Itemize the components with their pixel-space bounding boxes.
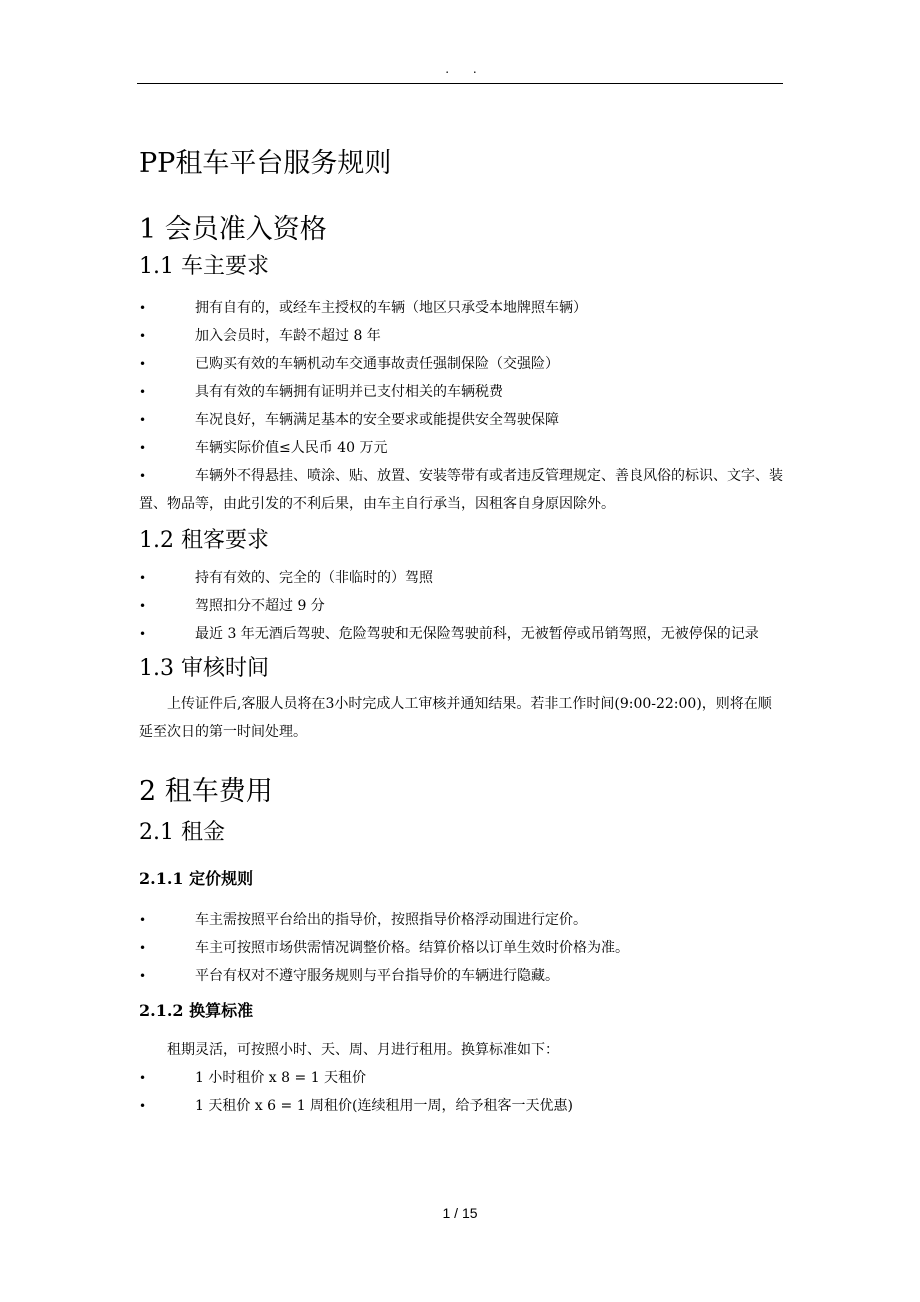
renter-requirements-list bbox=[139, 564, 783, 648]
list-item: • 加入会员时，车龄不超过 8 年 bbox=[139, 322, 783, 350]
list-item: • 具有有效的车辆拥有证明并已支付相关的车辆税费 bbox=[139, 378, 783, 406]
header-rule bbox=[137, 83, 783, 84]
list-item: • 平台有权对不遵守服务规则与平台指导价的车辆进行隐藏。 bbox=[139, 962, 783, 990]
list-item: • 拥有自有的，或经车主授权的车辆（地区只承受本地牌照车辆） bbox=[139, 294, 783, 322]
document-body bbox=[139, 140, 783, 1120]
page-number: 1 / 15 bbox=[442, 1205, 478, 1221]
list-item: • 驾照扣分不超过 9 分 bbox=[139, 592, 783, 620]
list-item: • 持有有效的、完全的（非临时的）驾照 bbox=[139, 564, 783, 592]
list-item: • 最近 3 年无酒后驾驶、危险驾驶和无保险驾驶前科，无被暂停或吊销驾照，无被停保的记录 bbox=[139, 620, 783, 648]
section-2-1-1-heading: 2.1.1 定价规则 bbox=[139, 869, 254, 888]
list-item: • 车辆实际价值≤人民币 40 万元 bbox=[139, 434, 783, 462]
conversion-intro-paragraph: 租期灵活，可按照小时、天、周、月进行租用。换算标准如下： bbox=[167, 1042, 559, 1058]
section-1-2-heading: 1.2 租客要求 bbox=[139, 528, 269, 553]
section-2-1-heading: 2.1 租金 bbox=[139, 820, 225, 845]
section-1-3-heading: 1.3 审核时间 bbox=[139, 656, 269, 681]
section-2-1-2-heading: 2.1.2 换算标准 bbox=[139, 1001, 254, 1020]
section-2-heading: 2 租车费用 bbox=[139, 776, 273, 807]
conversion-list bbox=[139, 1064, 783, 1120]
owner-requirements-list bbox=[139, 294, 783, 518]
pricing-rules-list bbox=[139, 906, 783, 990]
document-title: PP租车平台服务规则 bbox=[139, 148, 392, 179]
review-time-paragraph: 上传证件后,客服人员将在3小时完成人工审核并通知结果。若非工作时间(9:00-22:00)，则将在顺延至次日的第一时间处理。 bbox=[139, 696, 772, 740]
list-item: • 车辆外不得悬挂、喷涂、贴、放置、安装等带有或者违反管理规定、善良风俗的标识、文字、装置、物品等，由此引发的不利后果，由车主自行承当，因租客自身原因除外。 bbox=[139, 462, 783, 518]
list-item: • 1 天租价 x 6 = 1 周租价(连续租用一周，给予租客一天优惠) bbox=[139, 1092, 783, 1120]
list-item: • 车主需按照平台给出的指导价，按照指导价格浮动围进行定价。 bbox=[139, 906, 783, 934]
list-item: • 车主可按照市场供需情况调整价格。结算价格以订单生效时价格为准。 bbox=[139, 934, 783, 962]
section-1-1-heading: 1.1 车主要求 bbox=[139, 254, 269, 279]
list-item: • 已购买有效的车辆机动车交通事故责任强制保险（交强险） bbox=[139, 350, 783, 378]
section-1-heading: 1 会员准入资格 bbox=[139, 214, 327, 245]
list-item: • 1 小时租价 x 8 = 1 天租价 bbox=[139, 1064, 783, 1092]
header-mark: . . bbox=[445, 62, 487, 76]
list-item: • 车况良好，车辆满足基本的安全要求或能提供安全驾驶保障 bbox=[139, 406, 783, 434]
